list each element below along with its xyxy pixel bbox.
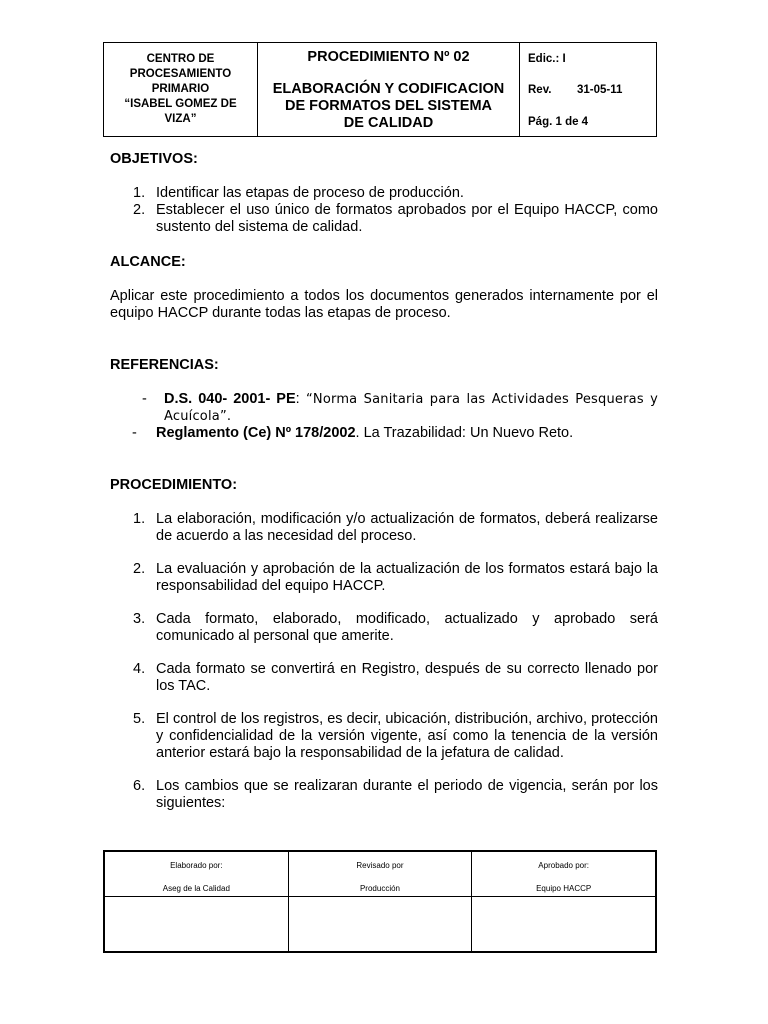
reference-description: La Trazabilidad: Un Nuevo Reto.	[359, 425, 574, 441]
list-item	[110, 661, 658, 695]
procedure-title	[258, 81, 519, 132]
signature-space-row	[105, 897, 656, 952]
item-number: 1.	[133, 511, 146, 527]
item-text: Los cambios que se realizaran durante el periodo de vigencia, serán por los siguientes:	[156, 778, 658, 811]
objetivos-list	[110, 185, 658, 236]
signature-column-elaborado	[105, 852, 289, 897]
item-number: 2.	[133, 202, 146, 218]
org-line: VIZA”	[164, 113, 197, 125]
document-metadata	[520, 43, 656, 136]
signature-grid	[104, 851, 656, 952]
item-text: El control de los registros, es decir, ubicación, distribución, archivo, protección y confidencialidad de la versión vigente, así como la tenencia de la versión anterior estará bajo la responsabilidad de la jefatura de calidad.	[156, 711, 658, 761]
referencias-list	[110, 391, 658, 442]
objetivos-heading: OBJETIVOS:	[110, 151, 198, 167]
edition-label: Edic.: I	[528, 53, 566, 65]
item-text: La evaluación y aprobación de la actualización de los formatos estará bajo la responsabilidad del equipo HACCP.	[156, 561, 658, 594]
procedimiento-heading: PROCEDIMIENTO:	[110, 477, 238, 493]
title-line: DE FORMATOS DEL SISTEMA	[284, 98, 493, 114]
list-item	[110, 611, 658, 645]
reference-code: Reglamento (Ce) Nº 178/2002	[156, 425, 356, 441]
org-line: CENTRO DE	[146, 53, 215, 65]
reference-separator: :	[295, 391, 300, 407]
reference-description: “Norma Sanitaria para las Actividades Pesqueras y Acuícola”.	[164, 392, 658, 424]
item-number: 6.	[133, 778, 146, 794]
procedure-number: PROCEDIMIENTO Nº 02	[307, 49, 470, 65]
org-line: PRIMARIO	[151, 83, 210, 95]
item-number: 2.	[133, 561, 146, 577]
item-text: Cada formato se convertirá en Registro, después de su correcto llenado por los TAC.	[156, 661, 658, 694]
item-number: 5.	[133, 711, 146, 727]
list-item	[110, 711, 658, 762]
item-text: Identificar las etapas de proceso de producción.	[156, 185, 464, 201]
signature-role: Aseg de la Calidad	[162, 884, 230, 893]
item-number: 3.	[133, 611, 146, 627]
signature-title: Elaborado por:	[170, 861, 223, 870]
alcance-text: Aplicar este procedimiento a todos los documentos generados internamente por el equipo HACCP durante todas las etapas de proceso.	[110, 288, 658, 321]
list-item	[110, 778, 658, 812]
item-number: 1.	[133, 185, 146, 201]
signature-title: Revisado por	[356, 861, 404, 870]
signature-space	[105, 897, 289, 952]
signature-space	[288, 897, 472, 952]
org-line: PROCESAMIENTO	[129, 68, 232, 80]
signature-space	[472, 897, 656, 952]
revision-date: 31-05-11	[577, 84, 623, 96]
list-item	[110, 561, 658, 595]
page-number: Pág. 1 de 4	[528, 116, 589, 128]
item-text: Establecer el uso único de formatos aprobados por el Equipo HACCP, como sustento del sistema de calidad.	[156, 202, 658, 235]
item-text: La elaboración, modificación y/o actualización de formatos, deberá realizarse de acuerdo a las necesidad del proceso.	[156, 511, 658, 544]
signature-column-aprobado	[472, 852, 656, 897]
organization-name	[104, 43, 258, 136]
bullet-dash: -	[132, 425, 137, 441]
document-header	[103, 42, 657, 137]
list-item	[110, 425, 658, 442]
list-item	[110, 185, 658, 202]
signature-role: Producción	[359, 884, 400, 893]
alcance-heading: ALCANCE:	[110, 254, 186, 270]
title-line: DE CALIDAD	[343, 115, 434, 131]
procedure-title-cell	[258, 43, 520, 136]
revision-row	[528, 84, 623, 96]
list-item	[110, 202, 658, 236]
signature-role: Equipo HACCP	[536, 884, 592, 893]
reference-separator: .	[355, 425, 360, 441]
procedimiento-list	[110, 511, 658, 812]
signature-column-revisado	[288, 852, 472, 897]
reference-code: D.S. 040- 2001- PE	[164, 391, 296, 407]
list-item	[110, 391, 658, 425]
revision-label: Rev.	[528, 84, 552, 96]
document-body	[110, 151, 658, 812]
signature-header-row	[105, 852, 656, 897]
signature-table	[103, 850, 657, 953]
org-line: “ISABEL GOMEZ DE	[124, 98, 237, 110]
title-line: ELABORACIÓN Y CODIFICACION	[272, 81, 505, 97]
item-text: Cada formato, elaborado, modificado, actualizado y aprobado será comunicado al personal que amerite.	[156, 611, 658, 644]
referencias-heading: REFERENCIAS:	[110, 357, 219, 373]
list-item	[110, 511, 658, 545]
bullet-dash: -	[142, 391, 147, 407]
item-number: 4.	[133, 661, 146, 677]
signature-title: Aprobado por:	[538, 861, 589, 870]
